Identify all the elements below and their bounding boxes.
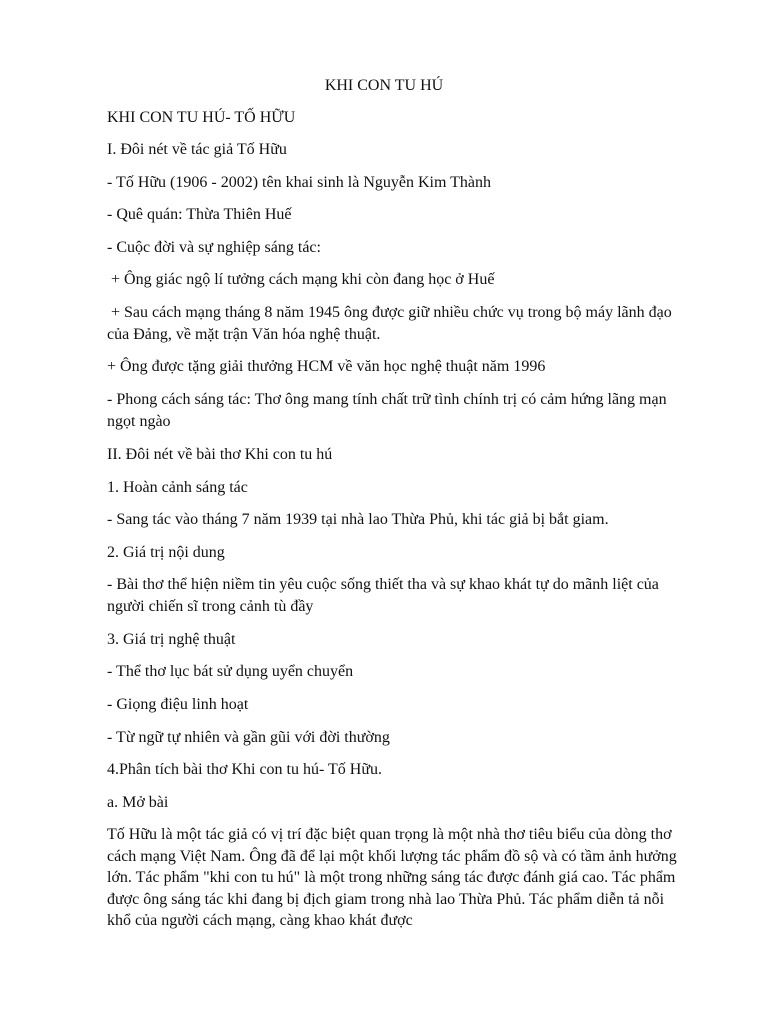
section-heading-1: I. Đôi nét về tác giả Tố Hữu [107,141,287,158]
list-item: - Giọng điệu linh hoạt [107,696,249,713]
list-item: - Từ ngữ tự nhiên và gần gũi với đời thường [107,729,390,746]
list-item: - Sang tác vào tháng 7 năm 1939 tại nhà lao Thừa Phủ, khi tác giả bị bắt giam. [107,511,609,528]
subheading: 2. Giá trị nội dung [107,544,225,561]
subheading: a. Mở bài [107,794,169,811]
list-item: - Quê quán: Thừa Thiên Huế [107,206,292,223]
section-heading-2: II. Đôi nét về bài thơ Khi con tu hú [107,446,333,463]
list-item: + Ông giác ngộ lí tưởng cách mạng khi còn đang học ở Huế [107,271,495,288]
subheading: 1. Hoàn cảnh sáng tác [107,479,248,496]
subheading: 3. Giá trị nghệ thuật [107,631,236,648]
list-item: + Sau cách mạng tháng 8 năm 1945 ông được giữ nhiều chức vụ trong bộ máy lãnh đạo của Đảng, về mặt trận Văn hóa nghệ thuật. [107,304,676,343]
subheading: 4.Phân tích bài thơ Khi con tu hú- Tố Hữu. [107,761,383,778]
list-item: - Phong cách sáng tác: Thơ ông mang tính chất trữ tình chính trị có cảm hứng lãng mạn ngọt ngào [107,391,667,430]
paragraph-heading: KHI CON TU HÚ- TỐ HỮU [107,109,296,126]
list-item: + Ông được tặng giải thưởng HCM về văn học nghệ thuật năm 1996 [107,358,546,375]
list-item: - Bài thơ thể hiện niềm tin yêu cuộc sống thiết tha và sự khao khát tự do mãnh liệt của người chiến sĩ trong cảnh tù đầy [107,576,659,615]
list-item: - Cuộc đời và sự nghiệp sáng tác: [107,239,321,256]
list-item: - Tố Hữu (1906 - 2002) tên khai sinh là Nguyễn Kim Thành [107,174,492,191]
document-title: KHI CON TU HÚ [324,77,444,94]
list-item: - Thể thơ lục bát sử dụng uyển chuyển [107,663,354,680]
body-paragraph: Tố Hữu là một tác giả có vị trí đặc biệt quan trọng là một nhà thơ tiêu biểu của dòng thơ cách mạng Việt Nam. Ông đã để lại một khối lượng tác phẩm đồ sộ và có tầm ảnh hưởng lớn. Tác phẩm "khi con tu hú" là một trong những sáng tác được đánh giá cao. Tác phẩm được ông sáng tác khi đang bị địch giam trong nhà lao Thừa Phủ. Tác phẩm diễn tả nỗi khổ của người cách mạng, càng khao khát được [107,826,677,929]
